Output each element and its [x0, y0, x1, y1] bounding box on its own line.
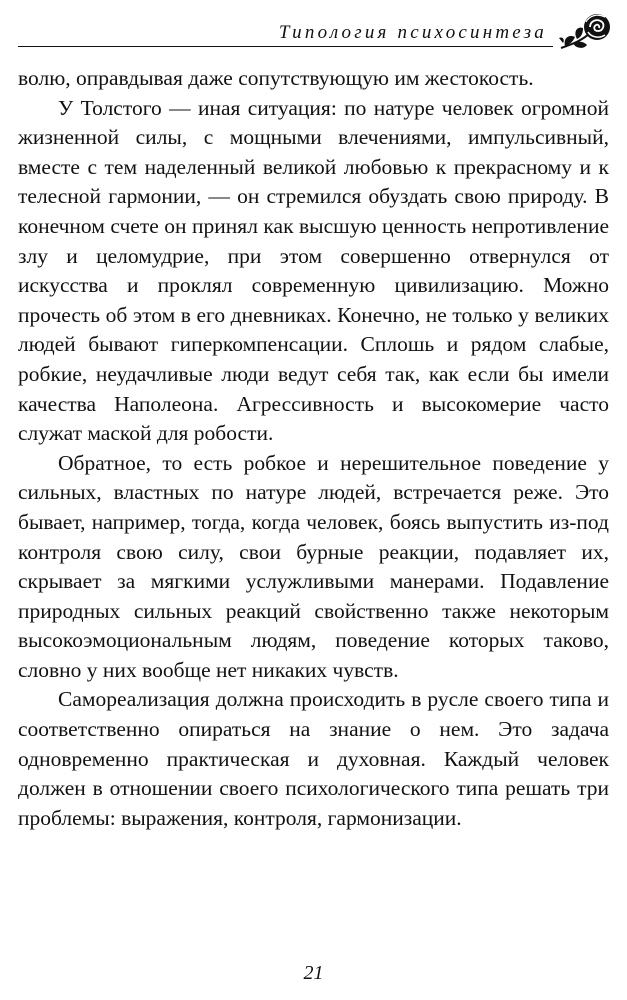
body-text: [18, 64, 609, 833]
paragraph-continuation: волю, оправдывая даже сопутствующую им жестокость.: [18, 66, 534, 90]
header-rule: [18, 46, 553, 47]
running-header: [10, 6, 617, 50]
rose-icon: [555, 10, 615, 52]
paragraph-reverse-behavior: Обратное, то есть робкое и нерешительное поведение у сильных, властных по натуре людей, встречается реже. Это бывает, например, тогда, когда человек, боясь выпустить из-под контроля свою силу, свои бурные реакции, подавляет их, скрывает за мягкими услужливыми манерами. Подавление природных сильных реакций свойственно также некоторым высокоэмоциональным людям, поведение которых таково, словно у них вообще нет никаких чувств.: [18, 450, 609, 682]
page-number: 21: [303, 962, 324, 984]
running-title: Типология психосинтеза: [278, 22, 547, 43]
paragraph-tolstoy: У Толстого — иная ситуация: по натуре человек огромной жизненной силы, с мощными влечениями, импульсивный, вместе с тем наделенный великой любовью к прекрасному и к телесной гармонии, — он стремился обуздать свою природу. В конечном счете он принял как высшую ценность непротивление злу и целомудрие, при этом совершенно отвернулся от искусства и проклял современную цивилизацию. Можно прочесть об этом в его дневниках. Конечно, не только у великих людей бывают гиперкомпенсации. Сплошь и рядом слабые, робкие, неудачливые люди ведут себя так, как если бы имели качества Наполеона. Агрессивность и высокомерие часто служат маской для робости.: [18, 95, 609, 446]
paragraph-self-realization: Самореализация должна происходить в русле своего типа и соответственно опираться на знание о нем. Это задача одновременно практическая и духовная. Каждый человек должен в отношении своего психологического типа решать три проблемы: выражения, контроля, гармонизации.: [18, 687, 609, 830]
